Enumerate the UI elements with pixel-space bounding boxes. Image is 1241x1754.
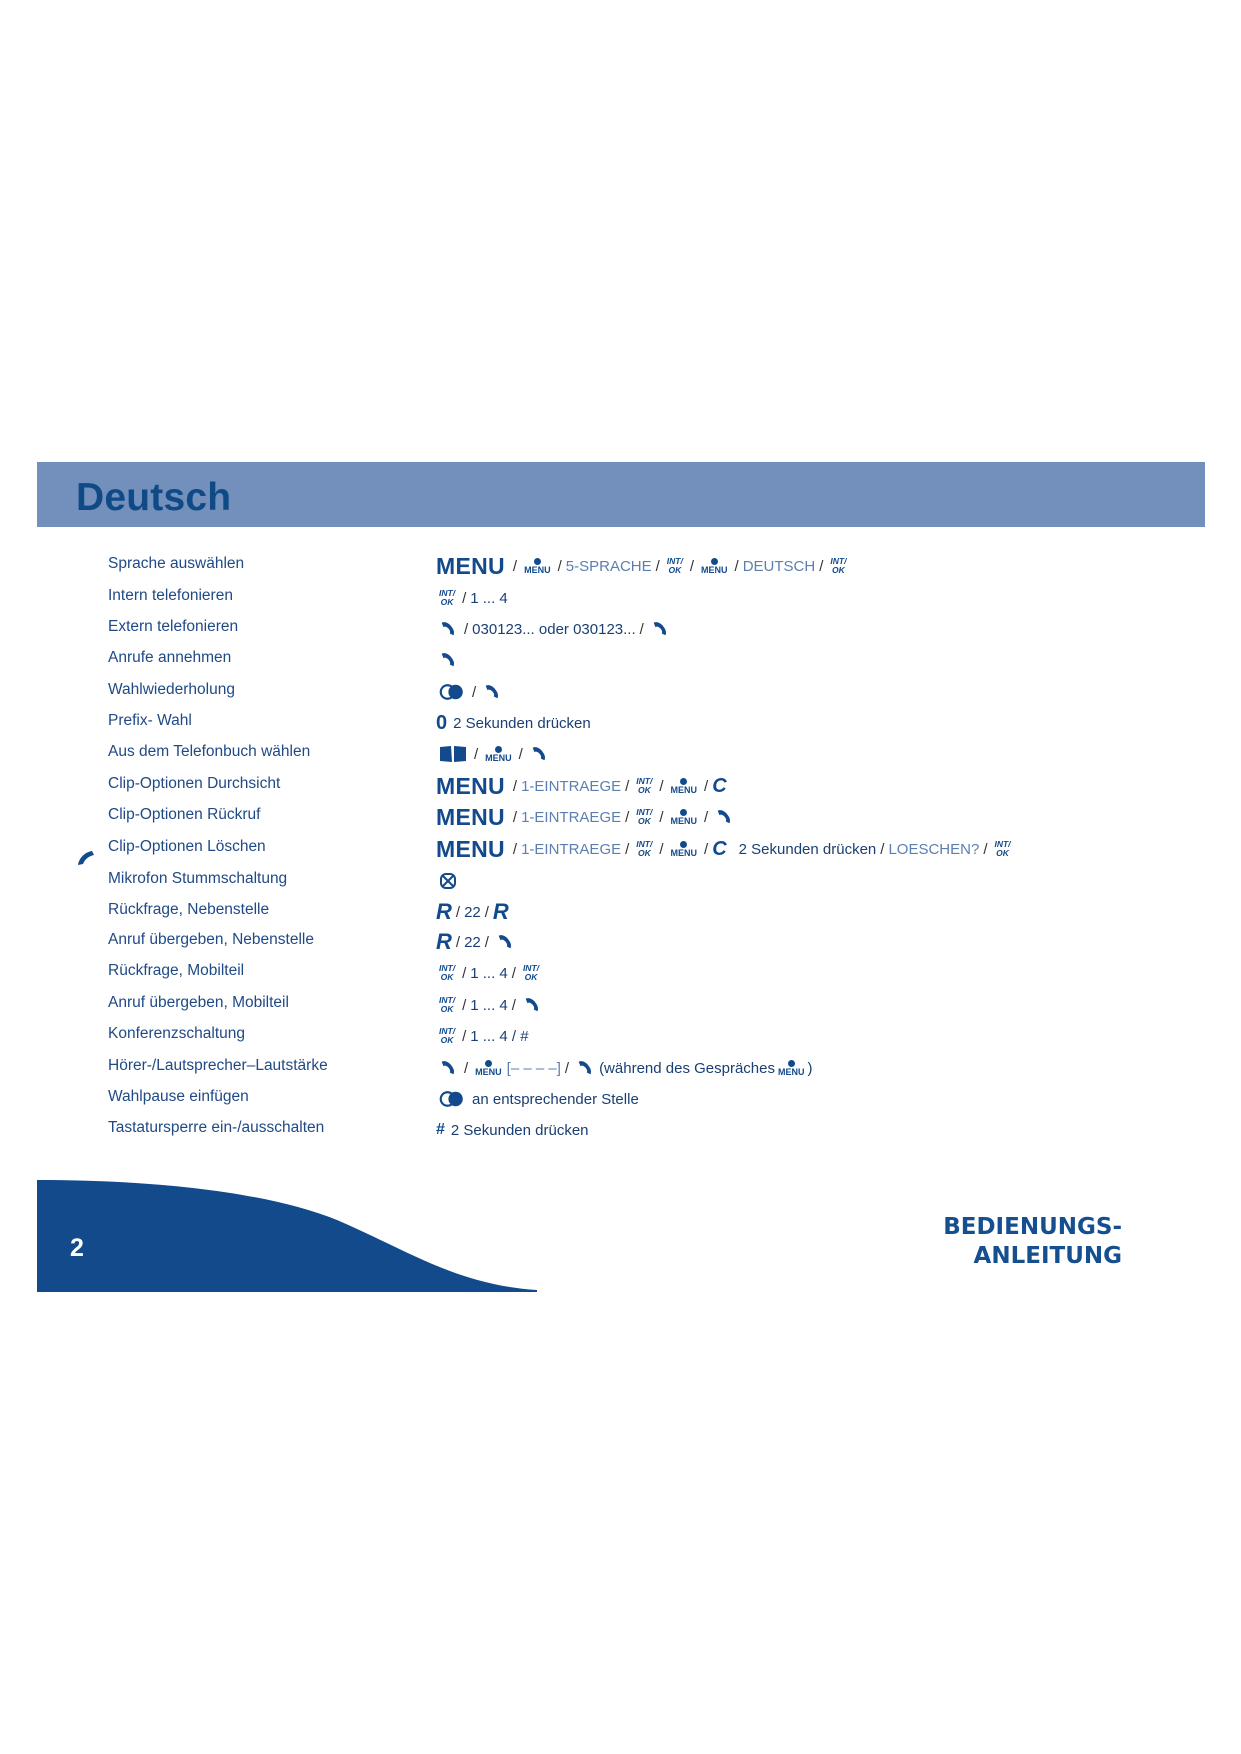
value-text: 22 xyxy=(464,903,481,921)
row-label: Hörer-/Lautsprecher–Lautstärke xyxy=(108,1057,328,1074)
table-row xyxy=(0,866,1241,896)
value-text: 2 Sekunden drücken xyxy=(453,714,591,732)
menu-text: 1-EINTRAEGE xyxy=(521,840,622,858)
row-label: Clip-Optionen Durchsicht xyxy=(108,775,281,792)
menu-text: 5-SPRACHE xyxy=(565,557,652,575)
handset-icon xyxy=(496,933,514,951)
row-label: Prefix- Wahl xyxy=(108,712,192,729)
table-row xyxy=(0,897,1241,927)
handset-icon xyxy=(439,620,457,638)
table-row xyxy=(0,771,1241,801)
row-label: Anruf übergeben, Nebenstelle xyxy=(108,931,314,948)
value-text: 1 ... 4 xyxy=(470,996,508,1014)
row-value: MENU / 1-EINTRAEGE / INT/ OK / MENU / C 2 Sekunden drücken / LOESCHEN? / INT/ OK xyxy=(436,835,1011,862)
value-text: 2 Sekunden drücken xyxy=(450,1121,589,1139)
menu-icon: MENU xyxy=(524,558,551,575)
menu-key: MENU xyxy=(436,803,505,830)
page-number: 2 xyxy=(70,1234,84,1262)
row-label: Sprache auswählen xyxy=(108,555,245,572)
menu-text: LOESCHEN? xyxy=(888,840,980,858)
int-ok-icon: INT/ OK xyxy=(636,776,653,795)
menu-text: 1-EINTRAEGE xyxy=(521,777,622,795)
int-ok-icon: INT/ OK xyxy=(636,807,653,826)
menu-icon: MENU xyxy=(701,558,728,575)
row-label: Wahlwiederholung xyxy=(108,681,235,698)
int-ok-icon: INT/ OK xyxy=(666,556,683,575)
row-label: Mikrofon Stummschaltung xyxy=(108,870,288,887)
table-row xyxy=(0,708,1241,738)
row-label: Rückfrage, Nebenstelle xyxy=(108,901,270,918)
volume-scale: [– – – –] xyxy=(506,1059,561,1077)
handset-icon xyxy=(651,620,669,638)
value-text: 1 ... 4 / # xyxy=(470,1027,529,1045)
int-ok-icon: INT/ OK xyxy=(830,556,847,575)
footer-wave xyxy=(37,1180,537,1292)
row-value xyxy=(436,1115,589,1145)
row-value: MENU / 1-EINTRAEGE / INT/ OK / MENU / C xyxy=(436,772,727,799)
int-ok-icon: INT/ OK xyxy=(522,963,539,982)
int-ok-icon: INT/ OK xyxy=(439,963,456,982)
table-row xyxy=(0,583,1241,613)
redial-icon xyxy=(439,683,465,701)
handset-icon xyxy=(715,808,733,826)
value-text: (während des Gespräches xyxy=(599,1059,775,1077)
menu-icon: MENU xyxy=(671,778,698,795)
row-label: Extern telefonieren xyxy=(108,618,239,635)
menu-text: DEUTSCH xyxy=(742,557,816,575)
table-row xyxy=(0,1021,1241,1051)
handset-side-icon xyxy=(76,849,98,869)
int-ok-icon: INT/ OK xyxy=(636,839,653,858)
value-text: 1 ... 4 xyxy=(470,964,508,982)
zero-key: 0 xyxy=(436,711,448,734)
row-label: Wahlpause einfügen xyxy=(108,1088,249,1105)
value-text: ) xyxy=(807,1059,813,1077)
row-value: / MENU / xyxy=(436,739,551,769)
table-row xyxy=(0,990,1241,1020)
value-text: 2 Sekunden drücken xyxy=(738,840,877,858)
handset-icon xyxy=(576,1059,594,1077)
table-row xyxy=(0,927,1241,957)
menu-text: 1-EINTRAEGE xyxy=(521,808,622,826)
hash-key: # xyxy=(436,1121,445,1138)
int-ok-icon: INT/ OK xyxy=(439,995,456,1014)
row-value xyxy=(436,645,460,675)
menu-icon: MENU xyxy=(671,841,698,858)
r-key: R xyxy=(492,899,509,924)
row-value: MENU / 1-EINTRAEGE / INT/ OK / MENU / xyxy=(436,802,736,832)
handset-icon xyxy=(483,683,501,701)
handset-icon xyxy=(530,745,548,763)
int-ok-icon: INT/ OK xyxy=(439,1026,456,1045)
phonebook-icon xyxy=(439,745,467,763)
manual-title xyxy=(900,1213,1122,1271)
row-label: Clip-Optionen Rückruf xyxy=(108,806,261,823)
c-key: C xyxy=(712,837,727,860)
row-value xyxy=(436,866,460,896)
table-row xyxy=(0,739,1241,769)
manual-title-line: ANLEITUNG xyxy=(973,1243,1122,1269)
value-text: 22 xyxy=(464,933,481,951)
row-label: Anruf übergeben, Mobilteil xyxy=(108,994,289,1011)
table-row xyxy=(0,834,1241,864)
redial-icon xyxy=(439,1090,465,1108)
row-value: INT/ OK / 1 ... 4 xyxy=(439,588,508,607)
menu-icon: MENU xyxy=(475,1060,502,1077)
c-key: C xyxy=(712,774,727,797)
row-label: Tastatursperre ein-/ausschalten xyxy=(108,1119,325,1136)
table-row xyxy=(0,1084,1241,1114)
menu-key: MENU xyxy=(436,772,505,799)
row-label: Aus dem Telefonbuch wählen xyxy=(108,743,311,760)
menu-icon: MENU xyxy=(671,809,698,826)
row-label: Clip-Optionen Löschen xyxy=(108,838,266,855)
table-row xyxy=(0,551,1241,581)
handset-icon xyxy=(439,651,457,669)
mute-icon xyxy=(439,872,457,890)
row-value: / xyxy=(436,677,504,707)
menu-key: MENU xyxy=(436,552,505,579)
row-value: MENU / MENU / 5-SPRACHE / INT/ OK / MENU / DEUTSCH / INT/ OK xyxy=(436,552,847,579)
table-row xyxy=(0,1115,1241,1145)
value-text: 1 ... 4 xyxy=(470,589,508,607)
table-row xyxy=(0,677,1241,707)
row-label: Intern telefonieren xyxy=(108,587,233,604)
row-value xyxy=(436,708,591,738)
handset-icon xyxy=(439,1059,457,1077)
r-key: R xyxy=(436,929,452,954)
value-text: an entsprechender Stelle xyxy=(472,1090,639,1108)
manual-title-line: BEDIENUNGS- xyxy=(943,1214,1122,1240)
table-row xyxy=(0,958,1241,988)
table-row xyxy=(0,1053,1241,1083)
table-row xyxy=(0,614,1241,644)
handset-icon xyxy=(523,996,541,1014)
row-value: R / 22 / xyxy=(436,927,517,957)
row-value: INT/ OK / 1 ... 4 / # xyxy=(439,1026,529,1045)
value-text: 030123... oder 030123... xyxy=(472,620,636,638)
page-title: Deutsch xyxy=(76,476,232,519)
r-key: R xyxy=(436,899,452,924)
row-value: INT/ OK / 1 ... 4 / xyxy=(436,990,544,1020)
table-row xyxy=(0,645,1241,675)
row-value: / MENU [– – – –] / (während des Gespräches MENU ) xyxy=(436,1053,813,1083)
row-value: / 030123... oder 030123... / xyxy=(436,614,672,644)
table-row xyxy=(0,802,1241,832)
row-label: Konferenzschaltung xyxy=(108,1025,246,1042)
row-value: R / 22 / R xyxy=(436,899,509,924)
row-value: INT/ OK / 1 ... 4 / INT/ OK xyxy=(439,963,539,982)
row-label: Anrufe annehmen xyxy=(108,649,232,666)
row-value xyxy=(436,1084,639,1114)
menu-icon: MENU xyxy=(778,1060,805,1077)
menu-icon: MENU xyxy=(485,746,512,763)
row-label: Rückfrage, Mobilteil xyxy=(108,962,245,979)
menu-key: MENU xyxy=(436,835,505,862)
int-ok-icon: INT/ OK xyxy=(439,588,456,607)
int-ok-icon: INT/ OK xyxy=(994,839,1011,858)
